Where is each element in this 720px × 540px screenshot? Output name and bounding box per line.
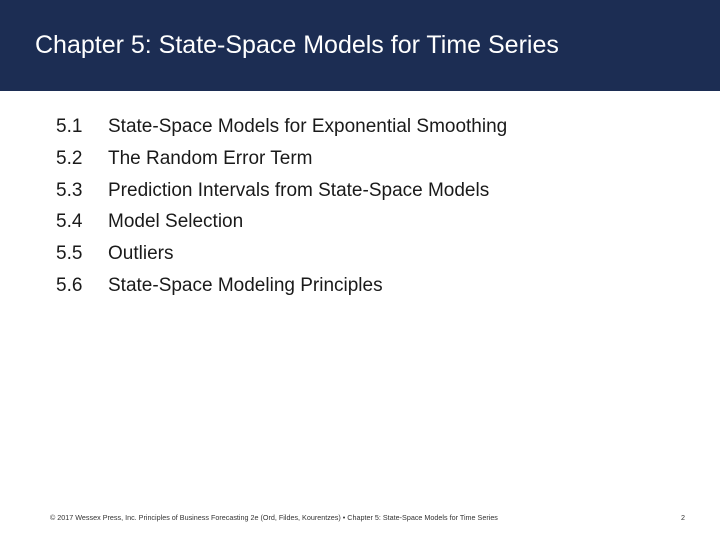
page-number: 2	[681, 513, 685, 522]
section-item	[0, 206, 720, 238]
section-list	[0, 111, 720, 302]
section-title: State-Space Modeling Principles	[108, 274, 383, 296]
section-item	[0, 270, 720, 302]
section-item	[0, 175, 720, 207]
slide-title: Chapter 5: State-Space Models for Time Series	[35, 31, 559, 59]
section-item	[0, 238, 720, 270]
footer	[0, 511, 720, 525]
section-title: The Random Error Term	[108, 147, 313, 169]
section-number: 5.2	[56, 147, 83, 169]
section-title: Model Selection	[108, 211, 244, 233]
section-title: State-Space Models for Exponential Smoothing	[108, 116, 508, 137]
copyright-footer: © 2017 Wessex Press, Inc. Principles of Business Forecasting 2e (Ord, Fildes, Kourentzes) • Chapter 5: State-Space Models for Time Series	[50, 513, 498, 522]
section-number: 5.1	[56, 116, 83, 137]
section-item	[0, 111, 720, 143]
section-title: Outliers	[108, 243, 174, 265]
section-number: 5.6	[56, 274, 83, 296]
section-item	[0, 143, 720, 175]
section-title: Prediction Intervals from State-Space Models	[108, 179, 490, 201]
section-number: 5.4	[56, 211, 83, 233]
section-number: 5.3	[56, 179, 83, 201]
section-number: 5.5	[56, 243, 83, 265]
title-bar	[0, 0, 720, 91]
